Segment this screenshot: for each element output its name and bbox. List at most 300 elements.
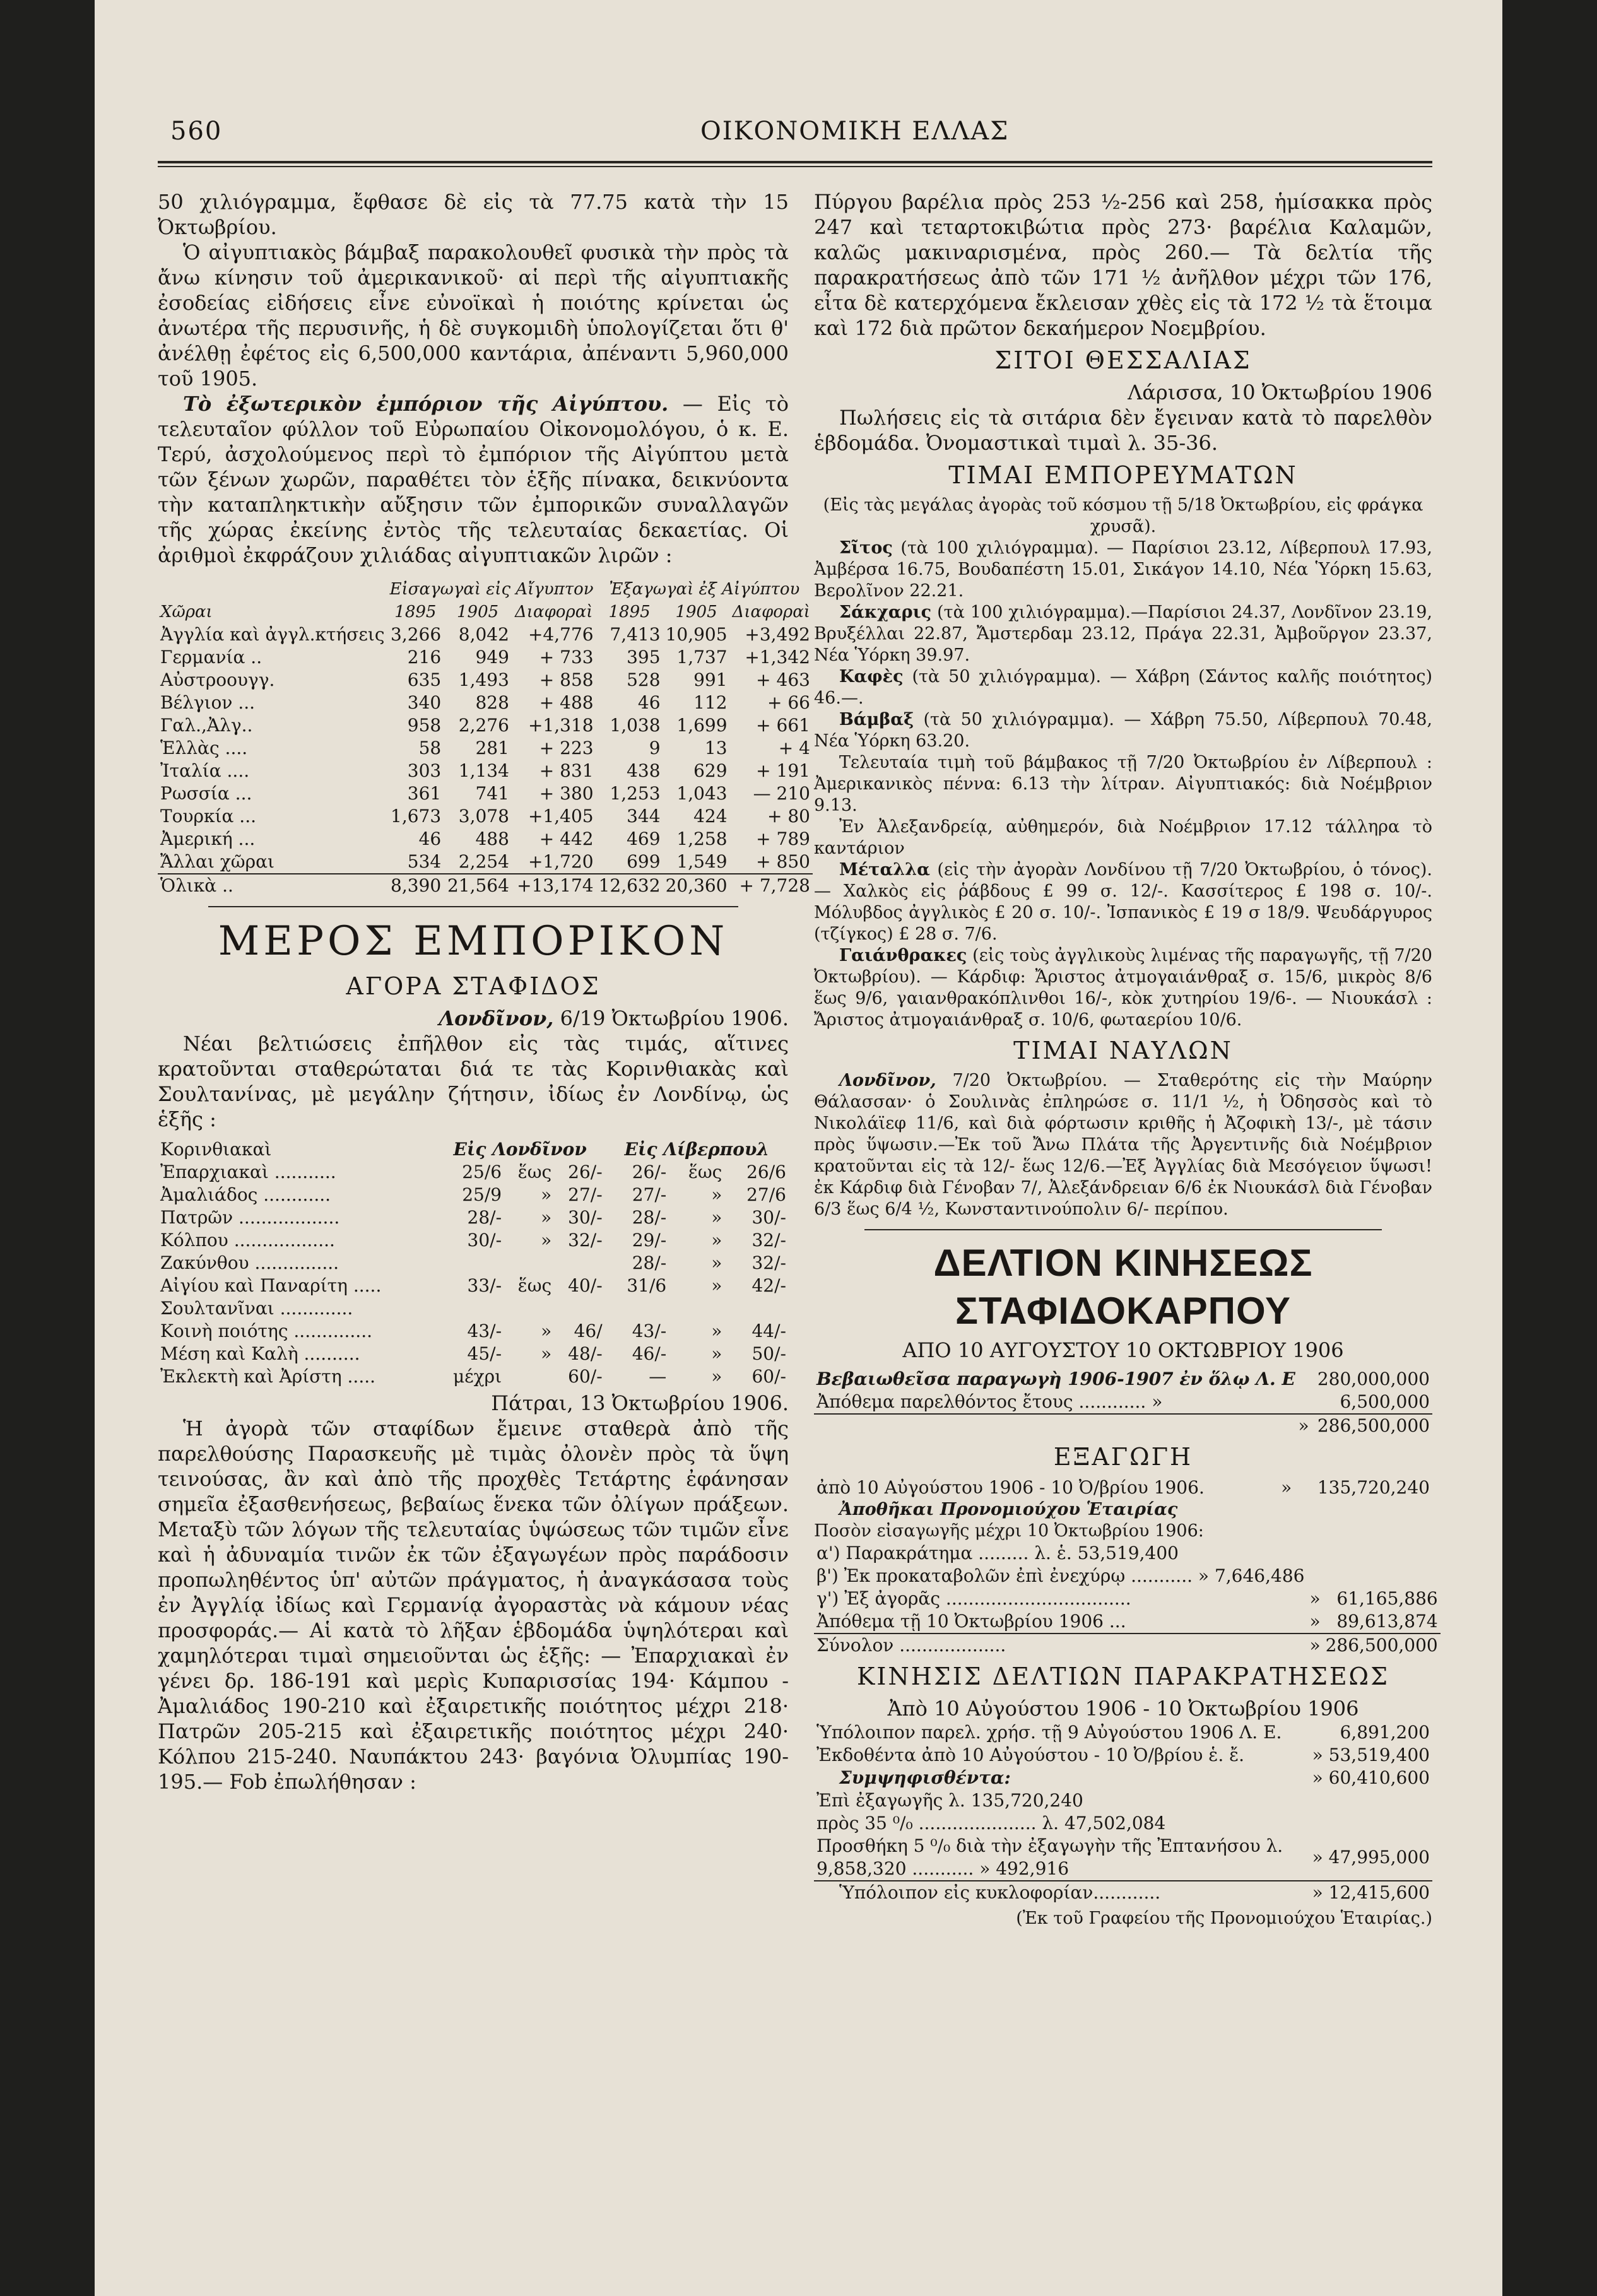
table-cell: 13 [704,738,728,758]
table-cell: 12,632 [596,874,663,897]
table-cell: + 191 [756,760,810,781]
table-caption: Ποσὸν εἰσαγωγῆς μέχρι 10 Ὀκτωβρίου 1906: [814,1521,1204,1541]
paragraph-text: (τὰ 50 χιλιόγραμμα). — Χάβρη (Σάντος καλῆς ποιότητος) 46.—. [814,667,1432,708]
table-cell [435,1297,504,1320]
subsection-subtitle: Ἀπὸ 10 Αὐγούστου 1906 - 10 Ὀκτωβρίου 1906 [887,1697,1359,1721]
table-cell: 488 [475,828,509,849]
table-cell: 1,673 [391,806,442,827]
table-cell: 48/- [568,1343,603,1364]
table-cell: 1,043 [676,783,728,804]
total-row [158,874,813,897]
table-row [814,1789,1432,1812]
table-cell: +1,318 [527,715,594,736]
lead-in: Λονδῖνον, [839,1071,936,1090]
table-row [158,646,813,669]
subsection-title: ΚΙΝΗΣΙΣ ΔΕΛΤΙΩΝ ΠΑΡΑΚΡΑΤΗΣΕΩΣ [857,1663,1389,1690]
table-cell: 58 [418,738,442,758]
table-cell: πρὸς 35 ⁰/₀ ..................... λ. 47,502,084 [816,1813,1166,1834]
table-row [814,1414,1432,1437]
table-cell: Ρωσσία ... [160,783,252,804]
table-cell: 1,699 [676,715,728,736]
table-cell: » 60,410,600 [1312,1767,1430,1788]
table-row [158,669,813,692]
table-cell: 2,276 [458,715,509,736]
table-cell: Ἀμαλιάδος ............ [160,1184,331,1205]
table-cell [669,1297,724,1320]
table-cell: 1,134 [458,760,509,781]
table-cell: +3,492 [745,624,810,645]
table-cell: 2,254 [458,851,509,872]
table-cell: Ὑπόλοιπον εἰς κυκλοφορίαν............ [814,1881,1310,1904]
paragraph: Ἐν Ἀλεξανδρείᾳ, αὐθημερόν, διὰ Νοέμβριον 17.12 τάλληρα τὸ καντάριον [814,817,1432,858]
raisin-table-body [158,1161,789,1388]
egypt-table-body [158,623,813,897]
table-cell: 31/6 [627,1275,667,1296]
table-cell: +1,720 [527,851,594,872]
table-cell [724,1297,789,1320]
table-cell: Ἐκλεκτὴ καὶ Ἀρίστη ..... [160,1366,376,1387]
paragraph: Πωλήσεις εἰς τὰ σιτάρια δὲν ἔγειναν κατὰ τὸ παρελθὸν ἑβδομάδα. Ὀνομαστικαὶ τιμαὶ λ. 35-36. [814,406,1432,455]
table-row [158,1320,789,1343]
table-cell: Ἐπὶ ἐξαγωγῆς λ. 135,720,240 [816,1790,1083,1811]
table-cell: 27/- [568,1184,603,1205]
table-cell: 32/- [751,1252,786,1273]
table-cell: 61,165,886 [1336,1588,1438,1609]
table-cell [1307,1542,1323,1565]
table-cell: +1,405 [527,806,594,827]
table-cell: + 661 [756,715,810,736]
table-cell: 20,360 [663,874,730,897]
table-row [158,851,813,874]
table-row [158,1365,789,1388]
table-cell: + 7,728 [730,874,813,897]
table-cell: » 12,415,600 [1310,1881,1432,1904]
table-cell: + 442 [539,828,594,849]
storage-table [814,1542,1441,1657]
table-cell: 45/- [467,1343,502,1364]
table-cell: Σύνολον ................... [814,1634,1307,1657]
column-header: Εἰς Λονδῖνον [453,1139,587,1160]
table-row [814,1587,1441,1610]
table-cell [504,1252,554,1275]
table-cell: 1,253 [610,783,661,804]
section-divider [864,1229,1382,1230]
table-cell [158,578,387,601]
table-cell: » [711,1207,722,1228]
table-cell: Ὁλικὰ .. [158,874,387,897]
table-cell: 46/ [574,1321,603,1341]
paragraph: Πύργου βαρέλια πρὸς 253 ½-256 καὶ 258, ἡμίσακκα πρὸς 247 καὶ τεταρτοκιβώτια πρὸς 273· βαρέλια Καλαμῶν, καλῶς μακιναρισμένα, πρὸς 260.— Τὰ δελτία τῆς παρακρατήσεως ἀπὸ τῶν 171 ½ ἀνῆλθον μέχρι τῶν 176, εἶτα δὲ κατερχόμενα ἔκλεισαν χθὲς εἰς τὰ 172 ½ τὰ ἕτοιμα καὶ 172 διὰ πρῶτον δεκαήμερον Νοεμβρίου. [814,190,1432,340]
imports-header: Εἰσαγωγαὶ εἰς Αἴγυπτον [389,580,594,599]
table-cell: 27/6 [746,1184,786,1205]
table-row [158,805,813,828]
table-row [158,737,813,760]
table-cell: 340 [407,692,442,713]
paragraph: Νέαι βελτιώσεις ἐπῆλθον εἰς τὰς τιμάς, αἵτινες κρατοῦνται σταθερώταται διά τε τὰς Κορινθιακὰς καὶ Σουλτανίνας, μὲ μεγάλην ζήτησιν, ἰδίως ἐν Λονδίνῳ, ὡς ἑξῆς : [158,1032,789,1131]
dateline-place: Λονδῖνον, [439,1006,554,1030]
table-cell: 3,078 [458,806,509,827]
table-cell: 1,038 [610,715,661,736]
table-cell: Κοινὴ ποιότης .............. [160,1321,372,1341]
table-cell: 8,042 [458,624,509,645]
commodity-paragraph [814,538,1432,602]
table-cell: Βέλγιον ... [160,692,256,713]
table-cell: Πατρῶν .................. [160,1207,340,1228]
table-cell: 1,493 [458,669,509,690]
column-header: 1895 [394,603,437,621]
lead-in: Βάμβαξ [839,710,914,729]
lead-in: Γαιάνθρακες [839,946,967,965]
lead-in: Καφὲς [839,667,904,686]
table-cell: 26/- [568,1162,603,1182]
table-row [158,1229,789,1252]
lead-in: Τὸ ἐξωτερικὸν ἐμπόριον τῆς Αἰγύπτου. [183,392,669,416]
subsection-title: ΣΙΤΟΙ ΘΕΣΣΑΛΙΑΣ [994,346,1252,374]
table-cell: » [1307,1634,1323,1657]
table-cell: 32/- [751,1230,786,1251]
table-cell: +13,174 [512,874,596,897]
table-cell: 46 [418,828,442,849]
table-row [158,1275,789,1297]
commodity-paragraph [814,709,1432,752]
table-cell: 135,720,240 [1317,1477,1430,1498]
table-row [158,1184,789,1206]
commodity-paragraph [814,666,1432,709]
table-cell: ἕως [517,1275,552,1296]
table-cell: 528 [627,669,661,690]
table-cell: » [541,1343,552,1364]
table-row [158,1297,789,1320]
table-cell: 303 [407,760,442,781]
retention-table [814,1721,1432,1904]
paragraph-text: 7/20 Ὀκτωβρίου. — Σταθερότης εἰς τὴν Μαύρην Θάλασσαν· ὁ Σουλινὰς ἐπληρώσε σ. 11/1 ½, ἡ Ὀδησσὸς καὶ τὸ Νικολάϊεφ 11/6, καὶ διὰ φόρτωσιν κριθῆς ἡ Ἀζοφικὴ 13/-, μὲ τάσιν πρὸς ὕψωσιν.—Ἐκ τοῦ Ἄνω Πλάτα τῆς Ἀργεντινῆς διὰ Νοέμβριον κρατοῦνται εἰς τὰ 12/- ἕως 12/6.—Ἐξ Ἀγγλίας διὰ Μεσόγειον ὕψωσι! ἐκ Κάρδιφ διὰ Γένοβαν 7/, Ἀλεξάνδρειαν 6/6 ἐκ Νιουκάσλ διὰ Γένοβαν 6/3 ἕως 6/4 ½, Κωνσταντινούπολιν 6/- περίπου. [814,1071,1432,1219]
dateline: Πάτραι, 13 Ὀκτωβρίου 1906. [491,1391,789,1415]
table-cell: 6,500,000 [1340,1391,1430,1412]
paragraph-text: (τὰ 50 χιλιόγραμμα). — Χάβρη 75.50, Λίβερπουλ 70.48, Νέα Ὑόρκη 63.20. [814,710,1432,751]
table-cell: 3,266 [391,624,442,645]
table-cell: 21,564 [444,874,512,897]
table-cell: 1,737 [676,647,728,668]
table-cell: + 66 [767,692,810,713]
table-row [158,1206,789,1229]
table-cell [504,1297,554,1320]
table-row [814,1542,1441,1565]
table-cell: » [711,1343,722,1364]
table-row [814,1368,1432,1391]
paragraph-text: — Εἰς τὸ τελευταῖον φύλλον τοῦ Εὐρωπαίου Οἰκονομολόγου, ὁ κ. Ε. Τερύ, ἀσχολούμενος περὶ τὸ ἐμπόριον τῆς Αἰγύπτου μετὰ τῶν ξένων χωρῶν, παραθέτει τὸν ἑξῆς πίνακα, δεικνύοντα τὴν καταπληκτικὴν αὔξησιν τῶν ἐμπορικῶν συναλλαγῶν τῆς χώρας ἐκείνης ἐντὸς τῆς τελευταίας δεκαετίας. Οἱ ἀριθμοὶ ἐκφράζουν χιλιάδας αἰγυπτιακῶν λιρῶν : [158,392,789,567]
production-table [814,1368,1432,1437]
table-cell: + 733 [539,647,594,668]
table-cell: Ἀγγλία καὶ ἀγγλ.κτήσεις [160,624,385,645]
table-cell: » [541,1321,552,1341]
paragraph-text: (τὰ 100 χιλιόγραμμα). — Παρίσιοι 23.12, Λίβερπουλ 17.93, Ἀμβέρσα 16.75, Βουδαπέστη 15.01, Σικάγον 14.10, Νέα Ὑόρκη 15.63, Βερολῖνον 22.21. [814,538,1432,601]
left-scan-edge [0,0,95,2296]
table-cell: — [649,1366,667,1387]
table-cell: 280,000,000 [1317,1369,1430,1389]
table-cell: 438 [627,760,661,781]
table-cell: Ἑλλὰς .... [160,738,248,758]
table-cell: 26/6 [746,1162,786,1182]
table-row [158,714,813,737]
table-cell: Ἀπόθεμα παρελθόντος ἔτους ............ » [816,1391,1163,1412]
table-cell: 344 [627,806,661,827]
table-cell: 1,258 [676,828,728,849]
table-row [158,692,813,714]
paragraph: Τελευταία τιμὴ τοῦ βάμβακος τῇ 7/20 Ὀκτωβρίου ἐν Λίβερπουλ : Ἀμερικανικὸς πέννα: 6.13 τὴν λίτραν. Αἰγυπτιακός: διὰ Νοέμβριον 9.13. [814,753,1432,815]
table-cell: » [711,1321,722,1341]
table-cell: » [541,1184,552,1205]
table-cell: ἕως [688,1162,722,1182]
table-cell: + 789 [756,828,810,849]
table-cell: 635 [407,669,442,690]
table-cell: 534 [407,851,442,872]
table-cell: » [1281,1477,1292,1498]
page-content [133,110,1438,2243]
table-cell: Γερμανία .. [160,647,262,668]
table-cell: 43/- [467,1321,502,1341]
table-cell: 629 [693,760,728,781]
table-cell: » [711,1230,722,1251]
table-cell: » [1309,1611,1321,1632]
subsection-title: ΕΞΑΓΩΓΗ [1053,1443,1193,1471]
table-cell: 26/- [632,1162,667,1182]
table-cell [1310,1812,1432,1835]
table-cell: » [711,1366,722,1387]
table-cell: Μέση καὶ Καλὴ .......... [160,1343,360,1364]
lead-in: Σῖτος [839,538,893,558]
table-cell: Ὑπόλοιπον παρελ. χρήσ. τῇ 9 Αὐγούστου 1906 Λ. Ε. [816,1722,1282,1743]
table-cell: » 47,995,000 [1312,1847,1430,1868]
table-cell: Αἰγίου καὶ Παναρίτη ..... [160,1275,382,1296]
table-cell: γ') Ἐξ ἀγορᾶς ................................. [816,1588,1131,1609]
table-cell: 6,891,200 [1340,1722,1430,1743]
table-cell: 32/- [568,1230,603,1251]
export-table [814,1476,1432,1499]
table-cell [1323,1542,1441,1565]
right-scan-edge [1502,0,1597,2296]
table-row [814,1634,1441,1657]
subsection-title: ΤΙΜΑΙ ΕΜΠΟΡΕΥΜΑΤΩΝ [948,461,1298,489]
table-cell: 30/- [751,1207,786,1228]
table-row [814,1610,1441,1634]
table-cell: 44/- [751,1321,786,1341]
table-cell: Ἄλλαι χῶραι [160,851,274,872]
table-cell: Ἐκδοθέντα ἀπὸ 10 Αὐγούστου - 10 Ὀ/βρίου ἑ. ἔ. [816,1745,1245,1765]
table-cell: 60/- [751,1366,786,1387]
table-cell: 958 [407,715,442,736]
table-row [814,1881,1432,1904]
table-cell [504,1365,554,1388]
table-cell: Σουλτανῖναι ............. [160,1298,353,1319]
table-row [158,782,813,805]
table-cell: 28/- [632,1252,667,1273]
table-cell: Προσθήκη 5 ⁰/₀ διὰ τὴν ἐξαγωγὴν τῆς Ἐπτανήσου λ. 9,858,320 ........... » 492,916 [816,1835,1283,1879]
exports-header: Ἐξαγωγαὶ ἐξ Αἰγύπτου [609,580,800,599]
table-cell [554,1252,604,1275]
table-cell: 46 [637,692,661,713]
table-cell: ἕως [517,1162,552,1182]
table-cell: 40/- [568,1275,603,1296]
table-caption: Ἀποθῆκαι Προνομιούχου Ἑταιρίας [839,1500,1178,1519]
table-row [158,828,813,851]
table-cell: +1,342 [745,647,810,668]
table-cell: » [711,1275,722,1296]
commodity-paragraph [814,859,1432,945]
table-cell: 741 [475,783,509,804]
table-cell: » [814,1414,1312,1437]
table-cell: 699 [627,851,661,872]
table-cell: 395 [627,647,661,668]
table-row [814,1476,1432,1499]
running-header [170,117,1432,155]
table-row [814,1744,1432,1767]
column-header: 1905 [456,603,499,621]
table-cell: 7,413 [610,624,661,645]
table-row [158,1252,789,1275]
paragraph: Ὁ αἰγυπτιακὸς βάμβαξ παρακολουθεῖ φυσικὰ τὴν πρὸς τὰ ἄνω κίνησιν τοῦ ἀμερικανικοῦ· αἱ περὶ τῆς αἰγυπτιακῆς ἐσοδείας εἰδήσεις εἶνε εὐνοϊκαὶ ἡ ποιότης κρίνεται ὡς ἀνωτέρα τῆς περυσινῆς, ἡ δὲ συγκομιδὴ ὑπολογίζεται ὅτι θ' ἀνέλθῃ ἐφέτος εἰς 6,500,000 καντάρια, ἀπέναντι 5,960,000 τοῦ 1905. [158,240,789,391]
table-cell [605,1297,669,1320]
table-cell: ἀπὸ 10 Αὐγούστου 1906 - 10 Ὀ/βρίου 1906. [816,1477,1205,1498]
table-cell: » [711,1252,722,1273]
table-cell: 216 [407,647,442,668]
table-row [814,1721,1432,1744]
lead-in: Μέταλλα [839,860,930,880]
column-header: Διαφοραὶ [515,603,593,621]
table-cell: 9 [649,738,661,758]
table-cell: 10,905 [665,624,728,645]
table-cell [435,1252,504,1275]
paragraph: 50 χιλιόγραμμα, ἔφθασε δὲ εἰς τὰ 77.75 κατὰ τὴν 15 Ὀκτωβρίου. [158,190,789,239]
table-row [814,1835,1432,1881]
table-cell: 1,549 [676,851,728,872]
table-cell: 42/- [751,1275,786,1296]
table-cell: 286,500,000 [1312,1414,1432,1437]
table-cell: » 53,519,400 [1312,1745,1430,1765]
column-header: Χῶραι [160,603,213,621]
column-header: Εἰς Λίβερπουλ [624,1139,770,1160]
table-row [814,1391,1432,1414]
table-cell: Συμψηφισθέντα: [839,1767,1011,1788]
table-row [814,1767,1432,1789]
paragraph-text: (εἰς τοὺς ἀγγλικοὺς λιμένας τῆς παραγωγῆς, τῇ 7/20 Ὀκτωβρίου). — Κάρδιφ: Ἄριστος ἀτμογαιάνθραξ σ. 15/6, μικρὸς 8/6 ἕως 9/6, γαιανθρακόπλινθοι 16/-, κὸκ χυτηρίου 19/6-. — Νιουκάσλ : Ἄριστος ἀτμογαιάνθραξ σ. 10/6, φωταερίου 10/6. [814,946,1432,1030]
table-cell: » [541,1207,552,1228]
paragraph-text: (εἰς τὴν ἀγορὰν Λονδίνου τῇ 7/20 Ὀκτωβρίου, ὁ τόνος). — Χαλκὸς εἰς ῥάβδους £ 99 σ. 12/-. Κασσίτερος £ 198 σ. 10/-. Μόλυβδος ἀγγλικὸς £ 20 σ. 10/-. Ἰσπανικὸς £ 19 σ 18/9. Ψευδάργυρος (τζίγκος) £ 28 σ. 7/6. [814,860,1432,944]
table-cell [554,1297,604,1320]
table-cell: 424 [693,806,728,827]
table-cell: + 858 [539,669,594,690]
lead-in: Σάκχαρις [839,603,932,622]
table-cell: 33/- [467,1275,502,1296]
table-row [158,1161,789,1184]
paragraph-text: (τὰ 100 χιλιόγραμμα).—Παρίσιοι 24.37, Λονδῖνον 23.19, Βρυξέλλαι 22.87, Ἄμστερδαμ 23.12, Πράγα 22.31, Ἀμβοῦργον 23.37, Νέα Ὑόρκη 39.97. [814,603,1432,665]
storage-table-body [814,1542,1441,1657]
egypt-trade-table [158,578,813,897]
table-cell: β') Ἐκ προκαταβολῶν ἐπὶ ἐνεχύρῳ ........... » 7,646,486 [816,1565,1305,1586]
column-header: Διαφοραὶ [732,603,810,621]
table-row [158,1343,789,1365]
table-cell: 949 [475,647,509,668]
subsection-title: ΤΙΜΑΙ ΝΑΥΛΩΝ [1013,1037,1233,1064]
table-cell: — 210 [753,783,810,804]
table-cell: 469 [627,828,661,849]
table-cell: 28/- [467,1207,502,1228]
dateline: Λάρισσα, 10 Ὀκτωβρίου 1906 [1128,380,1432,404]
table-cell: + 831 [539,760,594,781]
section-divider [208,906,738,907]
table-cell: 28/- [632,1207,667,1228]
table-cell: 43/- [632,1321,667,1341]
table-cell: » [711,1184,722,1205]
dateline-date: 6/19 Ὀκτωβρίου 1906. [553,1006,789,1030]
note: (Εἰς τὰς μεγάλας ἀγορὰς τοῦ κόσμου τῇ 5/18 Ὀκτωβρίου, εἰς φράγκα χρυσᾶ). [823,495,1423,536]
table-row [158,623,813,646]
table-cell: μέχρι [452,1366,502,1387]
bulletin-subtitle: ΑΠΟ 10 ΑΥΓΟΥΣΤΟΥ 10 ΟΚΤΩΒΡΙΟΥ 1906 [902,1338,1344,1362]
table-cell: Βεβαιωθεῖσα παραγωγὴ 1906-1907 ἐν ὅλῳ Λ. Ε [816,1369,1295,1389]
table-cell: Ἀμερική ... [160,828,256,849]
right-column [814,189,1438,1929]
table-cell [1310,1789,1432,1812]
table-cell: Ἐπαρχιακαὶ ........... [160,1162,336,1182]
table-cell: 991 [693,669,728,690]
column-header: Κορινθιακαὶ [160,1139,272,1160]
commodity-paragraph [814,945,1432,1031]
header-rule-thin [158,166,1432,167]
table-cell [1307,1565,1323,1587]
column-header: 1895 [608,603,651,621]
paragraph: Ἡ ἀγορὰ τῶν σταφίδων ἔμεινε σταθερὰ ἀπὸ τῆς παρελθούσης Παρασκευῆς μὲ τιμὰς ὀλονὲν πρὸς τὰ ὕψη τεινούσας, ἂν καὶ ἀπὸ τῆς προχθὲς Τετάρτης ἐφάνησαν σημεῖα ἐξασθενήσεως, βεβαίως ἕνεκα τῶν ὀλίγων πράξεων. Μεταξὺ τῶν λόγων τῆς τελευταίας ὑψώσεως τῶν τιμῶν εἶνε καὶ ἡ ἀδυναμία τινῶν ἐκ τῶν ἐξαγωγέων πρὸς παράδοσιν προπωληθέντος ὑπ' αὐτῶν πράγματος, ἡ ἀναγκάσασα τοὺς ἐν Ἀγγλίᾳ ἰδίως καὶ Γερμανίᾳ ἀγοραστὰς νὰ κάμουν νέας προσφοράς.— Αἱ κατὰ τὸ λῆξαν ἑβδομάδα ὑψηλότεραι καὶ χαμηλότεραι τιμαὶ σημειοῦνται ὡς ἑξῆς: — Ἐπαρχιακαὶ ἐν γένει δρ. 186-191 καὶ μερὶς Κυπαρισσίας 194· Κάμπου - Ἀμαλιάδος 190-210 καὶ ἐξαιρετικῆς ποιότητος μέχρι 218· Πατρῶν 205-215 καὶ ἐξαιρετικῆς ποιότητος μέχρι 240· Κόλπου 215-240. Ναυπάκτου 243· βαγόνια Ὀλυμπίας 190-195.— Fob ἐπωλήθησαν : [158,1416,789,1794]
table-cell: 8,390 [387,874,444,897]
table-cell: 27/- [632,1184,667,1205]
raisin-price-table [158,1138,789,1388]
table-cell: + 850 [756,851,810,872]
table-cell: 89,613,874 [1336,1611,1438,1632]
table-cell: Ἀπόθεμα τῇ 10 Ὀκτωβρίου 1906 ... [816,1611,1126,1632]
table-cell: 828 [475,692,509,713]
page-number: 560 [170,117,223,146]
table-cell: 50/- [751,1343,786,1364]
paragraph [814,1070,1432,1220]
source-note: (Ἐκ τοῦ Γραφείου τῆς Προνομιούχου Ἑταιρίας.) [1016,1909,1432,1928]
table-cell: 112 [693,692,728,713]
header-rule [158,161,1432,163]
table-cell: 361 [407,783,442,804]
table-cell: 281 [475,738,509,758]
table-cell: 46/- [632,1343,667,1364]
table-row [158,760,813,782]
table-cell: 30/- [568,1207,603,1228]
table-cell: Ζακύνθου ............... [160,1252,339,1273]
column-header: 1905 [675,603,717,621]
table-cell: 25/6 [462,1162,502,1182]
table-cell: + 223 [539,738,594,758]
commodity-paragraph [814,602,1432,666]
table-cell [1323,1565,1441,1587]
table-cell: » [541,1230,552,1251]
table-cell: 29/- [632,1230,667,1251]
section-title: ΜΕΡΟΣ ΕΜΠΟΡΙΚΟΝ [218,918,729,965]
table-cell: » [1309,1588,1321,1609]
journal-title: ΟΙΚΟΝΟΜΙΚΗ ΕΛΛΑΣ [700,117,1010,146]
table-cell: + 380 [539,783,594,804]
table-cell: α') Παρακράτημα ......... λ. ἑ. 53,519,400 [816,1543,1179,1563]
table-cell: + 463 [756,669,810,690]
left-column [158,189,810,1794]
table-cell: + 80 [767,806,810,827]
table-row [814,1565,1441,1587]
table-cell: 60/- [568,1366,603,1387]
dateline [158,1006,789,1031]
